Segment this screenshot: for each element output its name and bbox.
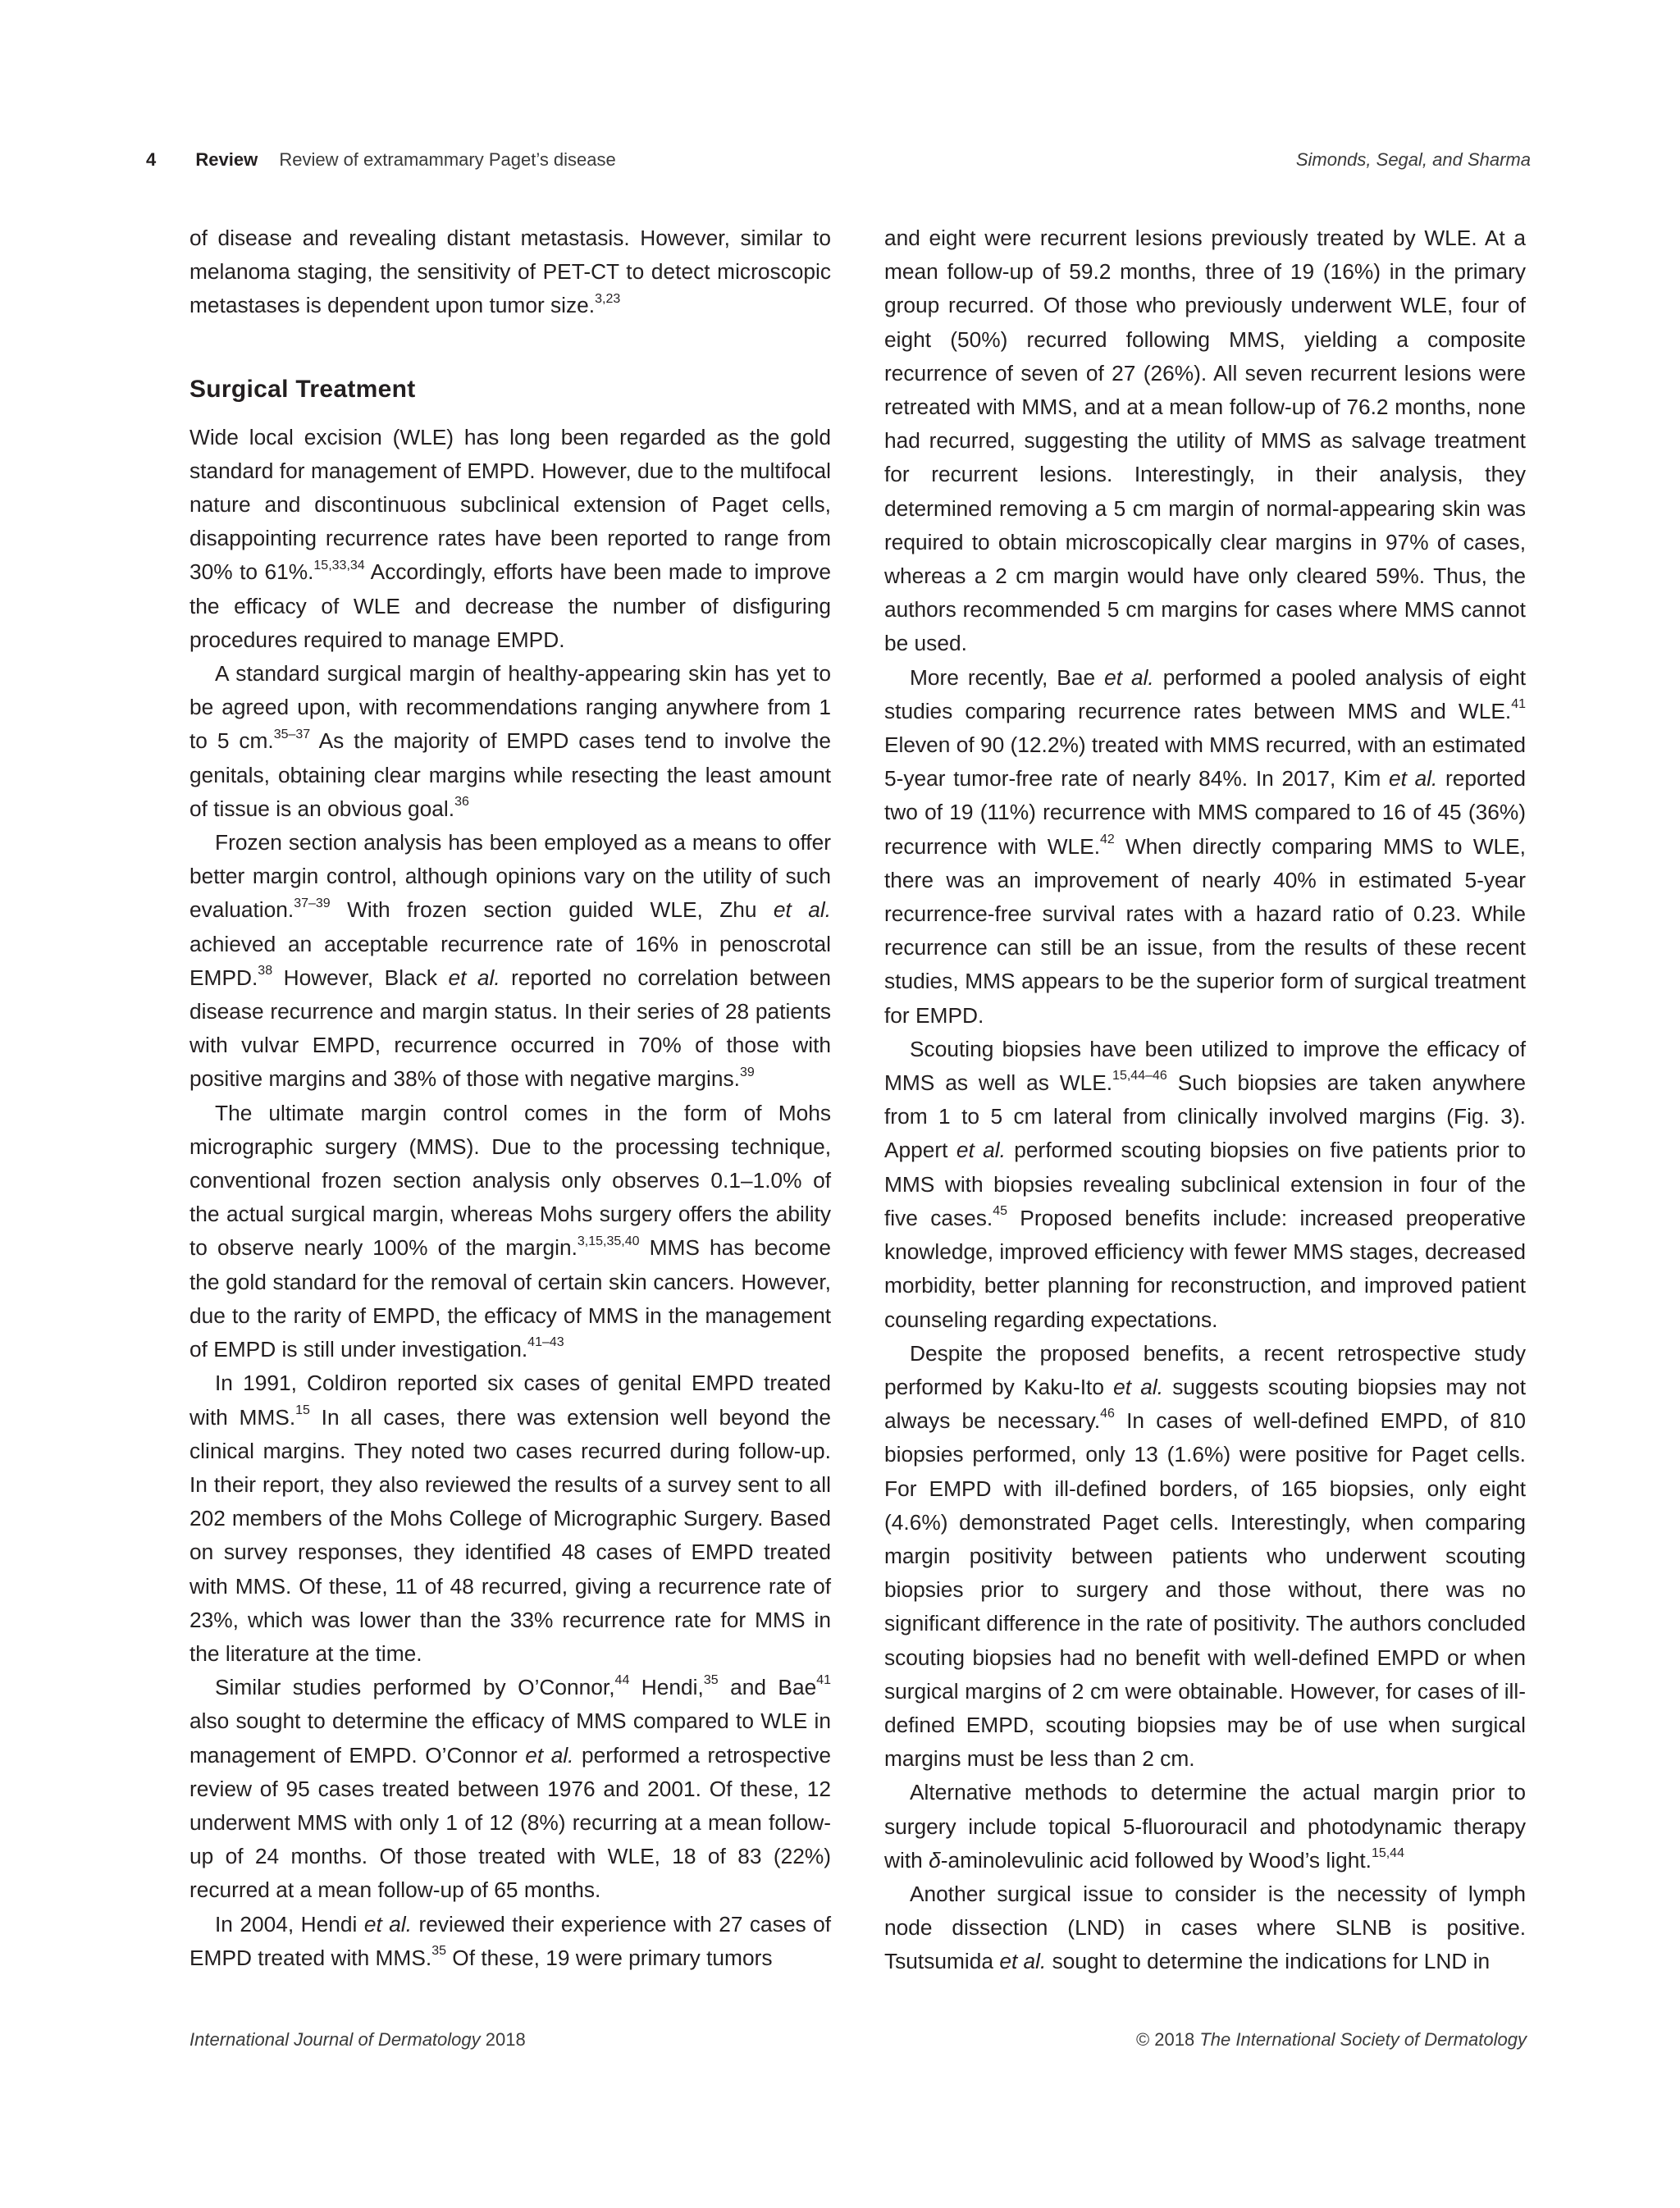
running-footer xyxy=(189,2026,1527,2054)
paragraph: Despite the proposed benefits, a recent retrospective study performed by Kaku-Ito et al. suggests scouting biopsies may not always be necessary.$^{46}$ In cases of well-defined EMPD, of 810 biopsies performed, only 13 (1.6%) were positive for Paget cells. For EMPD with ill-defined borders, of 165 biopsies, only eight (4.6%) demonstrated Paget cells. Interestingly, when comparing margin positivity between patients who underwent scouting biopsies prior to surgery and those without, there was no significant difference in the rate of positivity. The authors concluded scouting biopsies had no benefit with well-defined EMPD or when surgical margins of 2 cm were obtainable. However, for cases of ill-defined EMPD, scouting biopsies may be of use when surgical margins must be less than 2 cm. xyxy=(884,1340,1527,1772)
paragraph: Frozen section analysis has been employed as a means to offer better margin control, although opinions vary on the utility of such evaluation.$^{37-39}$ With frozen section guided WLE, Zhu et al. achieved an acceptable recurrence rate of 16% in penoscrotal EMPD.$^{38}$ However, Black et al. reported no correlation between disease recurrence and margin status. In their series of 28 patients with vulvar EMPD, recurrence occurred in 70% of those with positive margins and 38% of those with negative margins.$^{39}$ xyxy=(189,830,832,1092)
paragraph: of disease and revealing distant metastasis. However, similar to melanoma staging, the sensitivity of PET-CT to detect microscopic metastases is dependent upon tumor size.$^{3,23}$ xyxy=(189,226,831,318)
section-label: Review xyxy=(195,149,258,170)
paragraph: Another surgical issue to consider is the necessity of lymph node dissection (LND) in cases where SLNB is positive. Tsutsumida et al. sought to determine the indications for LND in xyxy=(884,1881,1526,1974)
journal-citation: International Journal of Dermatology 2018 xyxy=(189,2029,526,2050)
left-column xyxy=(189,221,831,1975)
paragraph: Alternative methods to determine the actual margin prior to surgery include topical 5-fluorouracil and photodynamic therapy with δ-aminolevulinic acid followed by Wood’s light.$^{15,44}$ xyxy=(884,1780,1526,1873)
running-title: Review of extramammary Paget’s disease xyxy=(279,149,616,170)
paragraph: Similar studies performed by O’Connor,$^{44}$ Hendi,$^{35}$ and Bae$^{41}$ also sought to determine the efficacy of MMS compared to WLE in management of EMPD. O’Connor et al. performed a retrospective review of 95 cases treated between 1976 and 2001. Of these, 12 underwent MMS with only 1 of 12 (8%) recurring at a mean follow-up of 24 months. Of those treated with WLE, 18 of 83 (22%) recurred at a mean follow-up of 65 months. xyxy=(189,1673,832,1903)
paragraph: The ultimate margin control comes in the form of Mohs micrographic surgery (MMS). Due to the processing technique, conventional frozen section analysis only observes 0.1–1.0% of the actual surgical margin, whereas Mohs surgery offers the ability to observe nearly 100% of the margin.$^{3,15,35,40}$ MMS has become the gold standard for the removal of certain skin cancers. However, due to the rarity of EMPD, the efficacy of MMS in the management of EMPD is still under investigation.$^{41-43}$ xyxy=(189,1100,831,1362)
paragraph: Wide local excision (WLE) has long been regarded as the gold standard for management of EMPD. However, due to the multifocal nature and discontinuous subclinical extension of Paget cells, disappointing recurrence rates have been reported to range from 30% to 61%.$^{15,33,34}$ Accordingly, efforts have been made to improve the efficacy of WLE and decrease the number of disfiguring procedures required to manage EMPD. xyxy=(189,424,831,652)
running-authors: Simonds, Segal, and Sharma xyxy=(1295,149,1531,170)
paragraph: and eight were recurrent lesions previously treated by WLE. At a mean follow-up of 59.2 months, three of 19 (16%) in the primary group recurred. Of those who previously underwent WLE, four of eight (50%) recurred following MMS, yielding a composite recurrence of seven of 27 (26%). All seven recurrent lesions were retreated with MMS, and at a mean follow-up of 76.2 months, none had recurred, suggesting the utility of MMS as salvage treatment for recurrent lesions. Interestingly, in their analysis, they determined removing a 5 cm margin of normal-appearing skin was required to obtain microscopically clear margins in 97% of cases, whereas a 2 cm margin would have only cleared 59%. Thus, the authors recommended 5 cm margins for cases where MMS cannot be used. xyxy=(884,226,1526,656)
paragraph: Scouting biopsies have been utilized to improve the efficacy of MMS as well as WLE.$^{15,44-46}$ Such biopsies are taken anywhere from 1 to 5 cm lateral from clinically involved margins (Fig. 3). Appert et al. performed scouting biopsies on five patients prior to MMS with biopsies revealing subclinical extension in four of the five cases.$^{45}$ Proposed benefits include: increased preoperative knowledge, improved efficiency with fewer MMS stages, decreased morbidity, better planning for reconstruction, and improved patient counseling regarding expectations. xyxy=(884,1036,1526,1332)
paragraph: In 1991, Coldiron reported six cases of genital EMPD treated with MMS.$^{15}$ In all cases, there was extension well beyond the clinical margins. They noted two cases recurred during follow-up. In their report, they also reviewed the results of a survey sent to all 202 members of the Mohs College of Micrographic Surgery. Based on survey responses, they identified 48 cases of EMPD treated with MMS. Of these, 11 of 48 recurred, giving a recurrence rate of 23%, which was lower than the 33% recurrence rate for MMS in the literature at the time. xyxy=(189,1371,831,1666)
right-column xyxy=(884,221,1526,1979)
running-header xyxy=(146,146,1531,174)
section-heading: Surgical Treatment xyxy=(189,375,416,403)
paragraph: More recently, Bae et al. performed a pooled analysis of eight studies comparing recurrence rates between MMS and WLE.$^{41}$ Eleven of 90 (12.2%) treated with MMS recurred, with an estimated 5-year tumor-free rate of nearly 84%. In 2017, Kim et al. reported two of 19 (11%) recurrence with MMS compared to 16 of 45 (36%) recurrence with WLE.$^{42}$ When directly comparing MMS to WLE, there was an improvement of nearly 40% in estimated 5-year recurrence-free survival rates with a hazard ratio of 0.23. While recurrence can still be an issue, from the results of these recent studies, MMS appears to be the superior form of surgical treatment for EMPD. xyxy=(884,664,1526,1028)
paragraph: A standard surgical margin of healthy-appearing skin has yet to be agreed upon, with recommendations ranging anywhere from 1 to 5 cm.$^{35-37}$ As the majority of EMPD cases tend to involve the genitals, obtaining clear margins while resecting the least amount of tissue is an obvious goal.$^{36}$ xyxy=(189,661,831,821)
page-number: 4 xyxy=(146,149,157,170)
paragraph: In 2004, Hendi et al. reviewed their experience with 27 cases of EMPD treated with MMS.$^{35}$ Of these, 19 were primary tumors xyxy=(189,1911,832,1970)
copyright-notice: © 2018 The International Society of Dermatology xyxy=(1135,2029,1527,2050)
